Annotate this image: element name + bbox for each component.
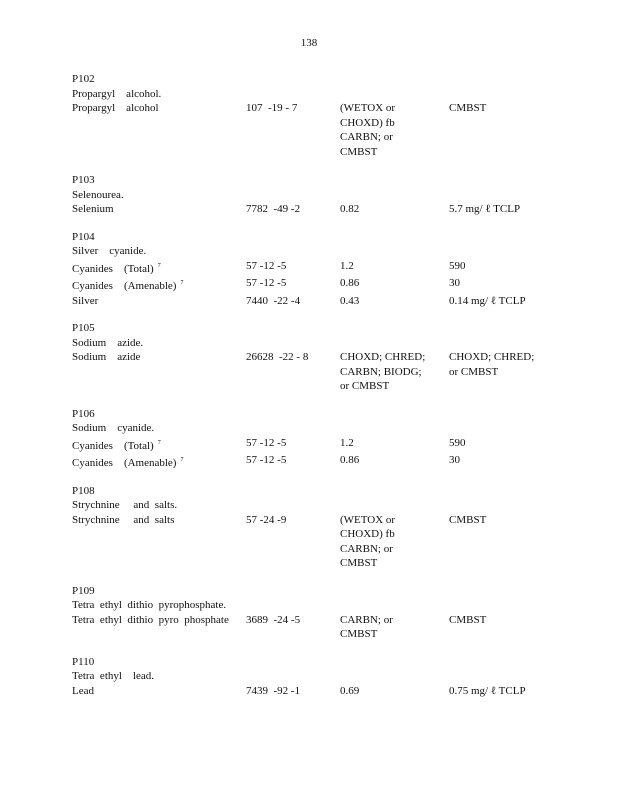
waste-heading: Sodium azide. xyxy=(72,336,144,349)
waste-code: P108 xyxy=(72,484,95,497)
waste-code: P104 xyxy=(72,230,95,243)
constituent-cell xyxy=(72,684,246,699)
constituent-name: Lead xyxy=(72,684,94,697)
constituent-row xyxy=(72,513,552,571)
waste-entry xyxy=(72,655,552,699)
waste-heading: Sodium cyanide. xyxy=(72,422,155,434)
nonwastewater-standard: CHOXD; CHRED; or CMBST xyxy=(449,351,535,378)
constituent-name: Strychnine and salts xyxy=(72,513,175,526)
waste-entry xyxy=(72,407,552,471)
nonwastewater-standard: 0.75 mg/ ℓ TCLP xyxy=(449,684,526,697)
wastewater-standard: 0.43 xyxy=(340,294,360,307)
wastewater-standard: 0.86 xyxy=(340,454,360,466)
wastewater-standard: (WETOX or CHOXD) fb CARBN; or CMBST xyxy=(340,102,396,158)
nonwastewater-standard: 30 xyxy=(449,277,460,289)
waste-heading: Tetra ethyl dithio pyrophosphate. xyxy=(72,599,227,611)
constituent-row xyxy=(72,684,552,699)
wastewater-standard: CARBN; or CMBST xyxy=(340,613,393,640)
waste-entry xyxy=(72,584,552,642)
cas-number: 57 -12 -5 xyxy=(246,277,287,289)
constituent-name: Sodium azide xyxy=(72,351,141,363)
nonwastewater-standard: CMBST xyxy=(449,513,487,526)
cas-number: 57 -24 -9 xyxy=(246,513,287,526)
nonwastewater-standard: 0.14 mg/ ℓ TCLP xyxy=(449,294,526,307)
treatment-standards-list xyxy=(72,72,552,711)
wastewater-standard: 0.86 xyxy=(340,277,360,289)
waste-heading: Silver cyanide. xyxy=(72,245,147,257)
waste-code: P106 xyxy=(72,407,95,420)
constituent-cell xyxy=(72,513,246,571)
cas-number: 3689 -24 -5 xyxy=(246,613,301,626)
constituent-cell xyxy=(72,613,246,642)
footnote-marker: 7 xyxy=(157,262,161,269)
constituent-row xyxy=(72,294,552,309)
constituent-cell xyxy=(72,453,246,471)
cas-number: 57 -12 -5 xyxy=(246,454,287,466)
waste-code: P109 xyxy=(72,584,95,597)
page-number: 138 xyxy=(300,37,318,49)
nonwastewater-standard: 590 xyxy=(449,259,466,272)
waste-heading: Strychnine and salts. xyxy=(72,499,178,511)
nonwastewater-standard: 30 xyxy=(449,454,460,466)
constituent-row xyxy=(72,613,552,642)
waste-code: P110 xyxy=(72,655,95,668)
cas-number: 7439 -92 -1 xyxy=(246,684,301,697)
constituent-row xyxy=(72,453,552,471)
cas-number: 26628 -22 - 8 xyxy=(246,351,309,363)
wastewater-standard: 1.2 xyxy=(340,436,354,449)
footnote-marker: 7 xyxy=(157,439,161,446)
constituent-name: Cyanides (Total) xyxy=(72,262,154,275)
waste-entry xyxy=(72,173,552,217)
constituent-cell xyxy=(72,259,246,277)
waste-heading: Tetra ethyl lead. xyxy=(72,670,155,682)
constituent-cell xyxy=(72,276,246,294)
nonwastewater-standard: 5.7 mg/ ℓ TCLP xyxy=(449,203,521,215)
constituent-name: Silver xyxy=(72,294,99,307)
constituent-row xyxy=(72,259,552,277)
constituent-cell xyxy=(72,436,246,454)
cas-number: 57 -12 -5 xyxy=(246,436,287,449)
waste-entry xyxy=(72,230,552,309)
constituent-name: Cyanides (Total) xyxy=(72,439,154,452)
nonwastewater-standard: CMBST xyxy=(449,102,487,114)
cas-number: 57 -12 -5 xyxy=(246,259,287,272)
constituent-cell xyxy=(72,202,246,217)
wastewater-standard: CHOXD; CHRED; CARBN; BIODG; or CMBST xyxy=(340,351,426,392)
cas-number: 7782 -49 -2 xyxy=(246,203,301,215)
waste-entry xyxy=(72,72,552,159)
cas-number: 7440 -22 -4 xyxy=(246,294,301,307)
constituent-row xyxy=(72,436,552,454)
waste-entry xyxy=(72,321,552,394)
footnote-marker: 7 xyxy=(180,280,184,286)
cas-number: 107 -19 - 7 xyxy=(246,102,298,114)
constituent-row xyxy=(72,202,552,217)
constituent-name: Selenium xyxy=(72,203,114,215)
constituent-row xyxy=(72,350,552,394)
wastewater-standard: (WETOX or CHOXD) fb CARBN; or CMBST xyxy=(340,513,396,569)
constituent-name: Propargyl alcohol xyxy=(72,102,159,114)
footnote-marker: 7 xyxy=(180,457,184,463)
constituent-row xyxy=(72,101,552,159)
waste-heading: Propargyl alcohol. xyxy=(72,87,162,100)
constituent-name: Tetra ethyl dithio pyro phosphate xyxy=(72,613,229,626)
constituent-name: Cyanides (Amenable) xyxy=(72,457,177,469)
constituent-name: Cyanides (Amenable) xyxy=(72,280,177,292)
waste-code: P102 xyxy=(72,73,95,85)
constituent-row xyxy=(72,276,552,294)
waste-heading: Selenourea. xyxy=(72,188,124,201)
waste-entry xyxy=(72,484,552,571)
nonwastewater-standard: CMBST xyxy=(449,613,487,626)
nonwastewater-standard: 590 xyxy=(449,436,466,449)
constituent-cell xyxy=(72,294,246,309)
wastewater-standard: 0.82 xyxy=(340,203,360,215)
wastewater-standard: 0.69 xyxy=(340,684,360,697)
waste-code: P105 xyxy=(72,322,95,334)
constituent-cell xyxy=(72,350,246,394)
wastewater-standard: 1.2 xyxy=(340,259,354,272)
waste-code: P103 xyxy=(72,174,95,186)
constituent-cell xyxy=(72,101,246,159)
